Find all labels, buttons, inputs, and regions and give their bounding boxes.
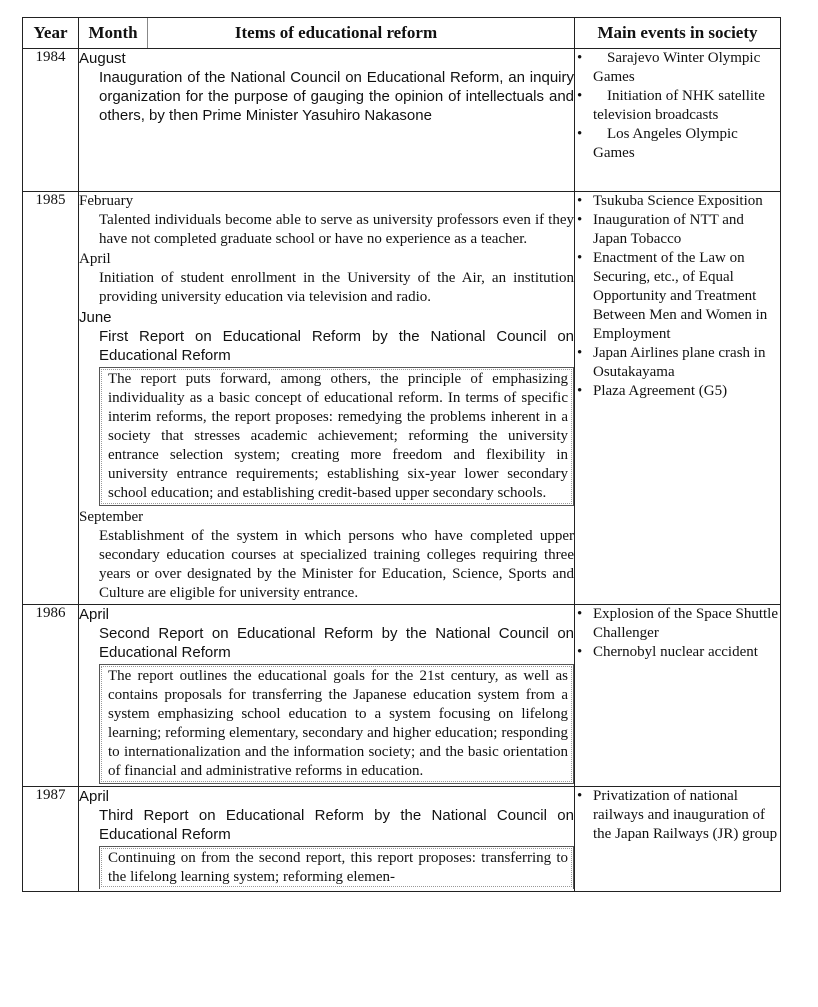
event-item: • Privatization of national railways and inauguration of the Japan Railways (JR) group [577,788,778,842]
header-row [23,18,781,49]
event-item: • Inauguration of NTT and Japan Tobacco [577,212,744,247]
table-row-1986 [23,605,781,787]
year-cell: 1985 [23,192,79,605]
events-cell [575,605,781,787]
report-summary-box: Continuing on from the second report, this report proposes: transferring to the lifelong learning system; reforming elemen- [99,846,574,889]
event-item: • Tsukuba Science Exposition [577,193,763,209]
month-label: June [79,309,112,326]
event-item: • Los Angeles Olympic Games [577,126,738,161]
bullet-icon: • [577,788,583,804]
events-cell [575,192,781,605]
year-cell: 1987 [23,787,79,892]
bullet-icon: • [577,644,583,660]
reform-text: Inauguration of the National Council on Educational Reform, an inquiry organization for the purpose of gauging the opinion of intellectuals and others, by then Prime Minister Yasuhiro Nakasone [99,69,574,124]
month-label: February [79,193,134,209]
reform-entry [79,308,574,506]
table-row-1984 [23,49,781,192]
reform-entry [79,49,574,125]
items-cell [79,49,575,192]
event-item: • Sarajevo Winter Olympic Games [577,50,761,85]
report-summary-box: The report outlines the educational goals for the 21st century, as well as contains proposals for transferring the Japanese education system from a system emphasizing school education to a system focusing on lifelong learning; reforming elementary, secondary and higher education; responding to internationalization and the information society; and the basic orientation of financial and administrative reforms in education. [99,664,574,784]
month-label: August [79,50,126,67]
event-item: • Enactment of the Law on Securing, etc., of Equal Opportunity and Treatment Between Men and Women in Employment [577,250,768,342]
reform-entry [79,508,574,603]
reform-entry [79,250,574,307]
reform-entry [79,192,574,249]
month-label: April [79,606,110,623]
education-reform-table [22,17,781,892]
events-header: Main events in society [575,18,781,49]
reform-text: Initiation of student enrollment in the University of the Air, an institution providing university education via television and radio. [99,270,574,305]
bullet-icon: • [577,383,583,399]
reform-text: Establishment of the system in which persons who have completed upper secondary education courses at specialized training colleges requiring three years or over designated by the Minister for Education, Science, Sports and Culture are eligible for university entrance. [99,528,574,601]
report-summary-box: The report puts forward, among others, the principle of emphasizing individuality as a basic concept of educational reform. In terms of specific interim reforms, the report proposes: remedying the problems inherent in a society that stresses academic achievement; reforming the university entrance selection system; creating more freedom and flexibility in university entrance requirements; establishing six-year lower secondary school education; and establishing credit-based upper secondary schools. [99,367,574,506]
reform-entry [79,605,574,784]
table-row-1987 [23,787,781,892]
year-cell: 1986 [23,605,79,787]
items-cell [79,605,575,787]
year-cell: 1984 [23,49,79,192]
reform-text: First Report on Educational Reform by the National Council on Educational Reform [99,328,574,364]
bullet-icon: • [577,50,583,66]
events-cell [575,49,781,192]
event-item: • Japan Airlines plane crash in Osutakayama [577,345,766,380]
reform-entry [79,787,574,889]
bullet-icon: • [577,345,583,361]
reform-text: Talented individuals become able to serve as university professors even if they have not completed graduate school or have no experience as a teacher. [99,212,574,247]
items-header-cell [79,18,575,49]
events-cell [575,787,781,892]
table-row-1985 [23,192,781,605]
items-cell [79,787,575,892]
reform-text: Second Report on Educational Reform by the National Council on Educational Reform [99,625,574,661]
bullet-icon: • [577,88,583,104]
event-item: • Initiation of NHK satellite television broadcasts [577,88,765,123]
event-item: • Chernobyl nuclear accident [577,644,758,660]
bullet-icon: • [577,193,583,209]
bullet-icon: • [577,212,583,228]
bullet-icon: • [577,250,583,266]
month-header: Month [79,18,148,48]
items-cell [79,192,575,605]
event-item: • Plaza Agreement (G5) [577,383,728,399]
items-header: Items of educational reform [234,23,438,42]
bullet-icon: • [577,126,583,142]
month-label: April [79,788,110,805]
bullet-icon: • [577,606,583,622]
reform-text: Third Report on Educational Reform by the National Council on Educational Reform [99,807,574,843]
year-header: Year [23,18,79,49]
month-label: September [79,509,144,525]
month-label: April [79,251,111,267]
event-item: • Explosion of the Space Shuttle Challenger [577,606,778,641]
